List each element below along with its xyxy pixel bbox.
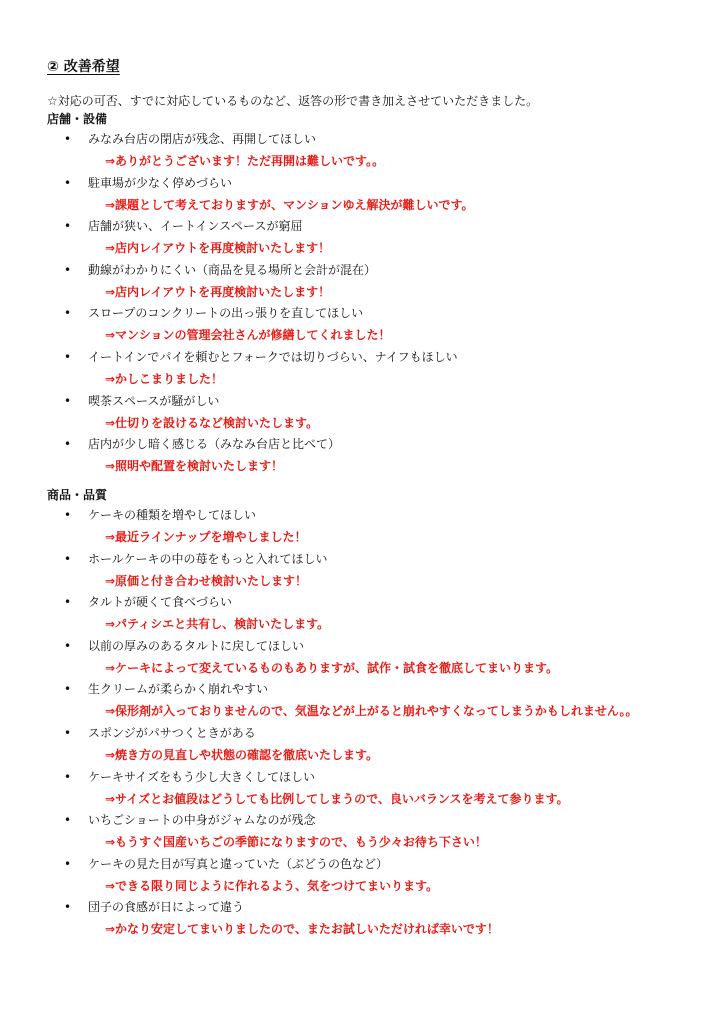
list-item [47, 259, 687, 303]
bullet-icon: • [64, 551, 72, 566]
request-text: 以前の厚みのあるタルトに戻してほしい [88, 638, 305, 653]
response-text: ⇒ケーキによって変えているものもありますが、試作・試食を徹底してまいります。 [105, 660, 559, 675]
request-text: ホールケーキの中の苺をもっと入れてほしい [88, 551, 328, 566]
page-title: ② 改善希望 [47, 59, 120, 75]
request-text: スロープのコンクリートの出っ張りを直してほしい [88, 306, 364, 321]
bullet-icon: • [64, 437, 72, 452]
request-text: ケーキサイズをもう少し大きくしてほしい [88, 769, 316, 784]
bullet-icon: • [64, 508, 72, 522]
list-item [47, 128, 687, 172]
request-text: 動線がわかりにくい（商品を見る場所と会計が混在） [88, 262, 377, 277]
request-text: 駐車場が少なく停めづらい [88, 175, 233, 190]
list-item [47, 302, 687, 346]
list-item [47, 504, 687, 548]
bullet-icon: • [64, 393, 72, 408]
response-text: ⇒課題として考えておりますが、マンションゆえ解決が難しいです。 [105, 197, 474, 212]
bullet-icon: • [64, 813, 72, 828]
response-text: ⇒最近ラインナップを増やしました！ [105, 530, 307, 544]
bullet-icon: • [64, 638, 72, 653]
response-text: ⇒かなり安定してまいりましたので、またお試しいただければ幸いです！ [105, 922, 499, 937]
list-item [47, 433, 687, 477]
response-text: ⇒できる限り同じように作れるよう、気をつけてまいります。 [105, 878, 439, 893]
request-text: 店内が少し暗く感じる（みなみ台店と比べて） [88, 437, 341, 452]
list-item [47, 766, 687, 810]
list-item [47, 853, 687, 897]
bullet-icon: • [64, 262, 72, 277]
list-item [47, 635, 687, 679]
bullet-icon: • [64, 725, 72, 740]
list-item [47, 896, 687, 940]
bullet-icon: • [64, 900, 72, 915]
response-text: ⇒マンションの管理会社さんが修繕してくれました！ [105, 328, 391, 343]
request-text: スポンジがパサつくときがある [88, 725, 256, 740]
bullet-icon: • [64, 306, 72, 321]
list-item [47, 809, 687, 853]
list-item [47, 346, 687, 390]
request-text: タルトが硬くて食べづらい [88, 595, 233, 610]
list-item [47, 390, 687, 434]
request-text: ケーキの種類を増やしてほしい [88, 508, 257, 522]
list-item [47, 591, 687, 635]
bullet-icon: • [64, 175, 72, 190]
response-text: ⇒店内レイアウトを再度検討いたします！ [105, 284, 331, 299]
request-text: いちごショートの中身がジャムなのが残念 [88, 813, 316, 828]
response-text: ⇒かしこまりました！ [105, 371, 224, 386]
list-item [47, 215, 687, 259]
request-text: みなみ台店の閉店が残念、再開してほしい [88, 132, 317, 146]
request-text: ケーキの見た目が写真と違っていた（ぶどうの色など） [88, 856, 389, 871]
bullet-icon: • [64, 132, 72, 146]
response-text: ⇒仕切りを設けるなど検討いたします。 [105, 415, 319, 430]
request-text: 生クリームが柔らかく崩れやすい [88, 682, 269, 697]
request-text: 喫茶スペースが騒がしい [88, 393, 220, 408]
response-text: ⇒焼き方の見直しや状態の確認を徹底いたします。 [105, 747, 379, 762]
intro-text: ☆対応の可否、すでに対応しているものなど、返答の形で書き加えさせていただきました。 [47, 94, 539, 108]
response-text: ⇒ありがとうございます！ただ再開は難しいです。。 [105, 154, 385, 168]
bullet-icon: • [64, 349, 72, 364]
response-text: ⇒店内レイアウトを再度検討いたします！ [105, 241, 331, 256]
bullet-icon: • [64, 856, 72, 871]
response-text: ⇒原価と付き合わせ検討いたします！ [105, 573, 308, 588]
bullet-icon: • [64, 769, 72, 784]
section-heading: 店舗・設備 [47, 112, 108, 126]
response-text: ⇒パティシエと共有し、検討いたします。 [105, 617, 330, 632]
list-item [47, 548, 687, 592]
list-item [47, 722, 687, 766]
response-text: ⇒保形剤が入っておりませんので、気温などが上がると崩れやすくなってしまうかもしれません。。 [105, 704, 638, 719]
response-text: ⇒照明や配置を検討いたします！ [105, 459, 284, 474]
list-item [47, 172, 687, 216]
section-heading: 商品・品質 [47, 488, 108, 502]
request-text: 団子の食感が日によって違う [88, 900, 245, 915]
response-text: ⇒サイズとお値段はどうしても比例してしまうので、良いバランスを考えて参ります。 [105, 791, 569, 806]
bullet-icon: • [64, 219, 72, 234]
section-products-quality [47, 486, 687, 940]
request-text: 店舗が狭い、イートインスペースが窮屈 [88, 219, 303, 234]
response-text: ⇒もうすぐ国産いちごの季節になりますので、もう少々お待ち下さい！ [105, 835, 487, 850]
section-store-facilities [47, 110, 687, 477]
bullet-icon: • [64, 595, 72, 610]
bullet-icon: • [64, 682, 72, 697]
list-item [47, 678, 687, 722]
request-text: イートインでパイを頼むとフォークでは切りづらい、ナイフもほしい [88, 349, 458, 364]
